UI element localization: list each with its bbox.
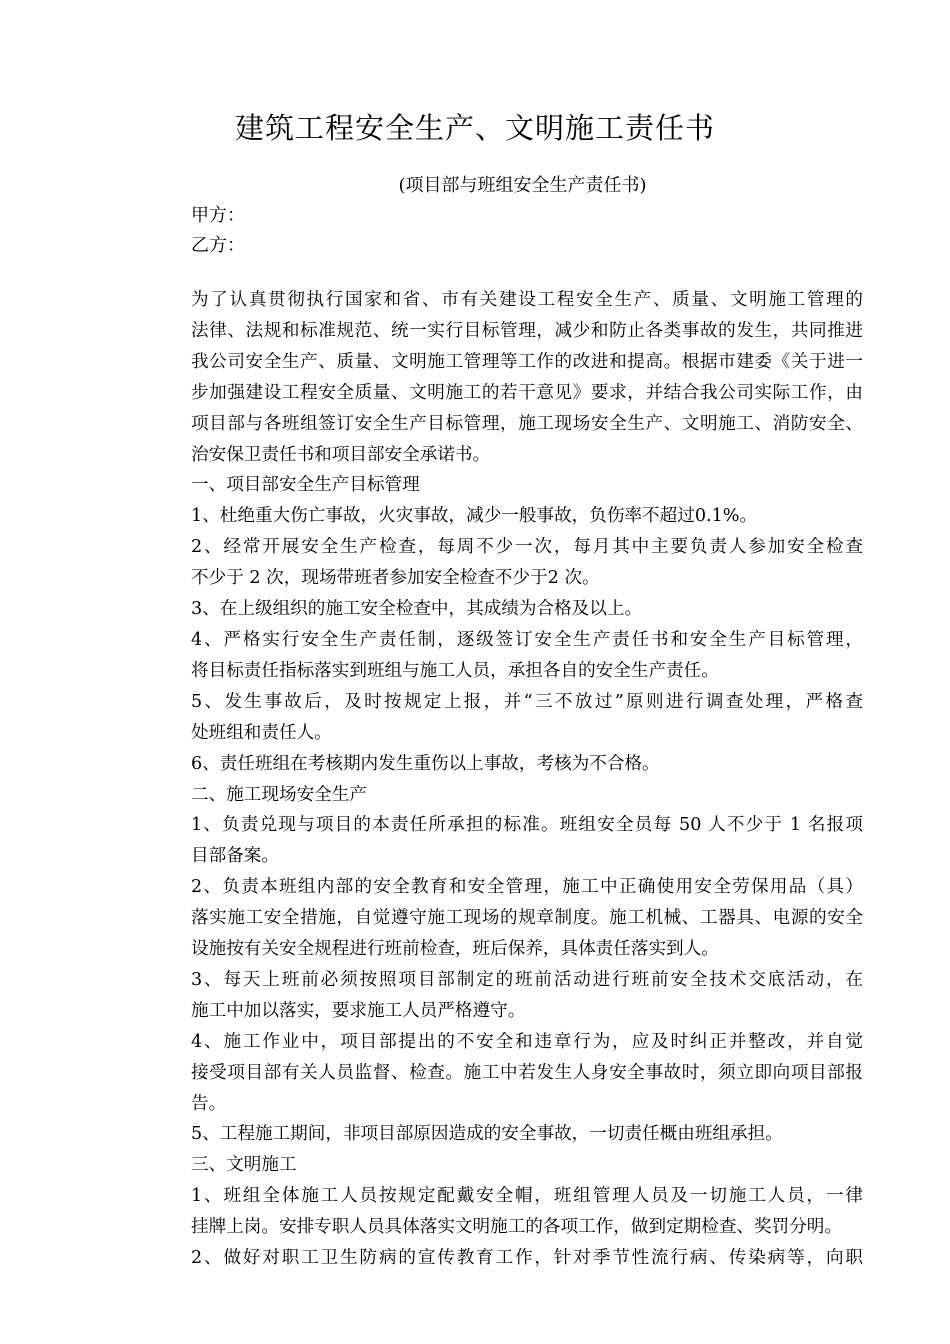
- document-title: 建筑工程安全生产、文明施工责任书: [234, 111, 715, 145]
- paragraph-line: 5、发生事故后，及时按规定上报，并“三不放过”原则进行调查处理，严格查: [191, 691, 863, 712]
- paragraph-line: 将目标责任指标落实到班组与施工人员，承担各自的安全生产责任。: [191, 660, 719, 681]
- paragraph-line: 3、每天上班前必须按照项目部制定的班前活动进行班前安全技术交底活动，在: [191, 969, 863, 990]
- paragraph-line: 不少于 2 次，现场带班者参加安全检查不少于2 次。: [191, 568, 600, 589]
- document-subtitle: (项目部与班组安全生产责任书): [398, 175, 647, 196]
- party-a-label: 甲方：: [191, 205, 245, 226]
- paragraph-line: 一、项目部安全生产目标管理: [191, 475, 420, 496]
- body-paragraph: [143, 780, 863, 811]
- paragraph-line: 法律、法规和标准规范、统一实行目标管理，减少和防止各类事故的发生，共同推进: [191, 320, 863, 341]
- paragraph-line: 步加强建设工程安全质量、文明施工的若干意见》要求，并结合我公司实际工作，由: [191, 382, 863, 403]
- paragraph-line: 二、施工现场安全生产: [191, 784, 367, 805]
- body-paragraph: [143, 1150, 863, 1181]
- paragraph-line: 4、施工作业中，项目部提出的不安全和违章行为，应及时纠正并整改，并自觉: [191, 1031, 863, 1052]
- body-paragraph: [143, 594, 863, 625]
- paragraph-line: 设施按有关安全规程进行班前检查，班后保养，具体责任落实到人。: [191, 939, 719, 960]
- body-paragraph: [143, 687, 863, 749]
- paragraph-line: 告。: [191, 1093, 227, 1114]
- paragraph-line: 挂牌上岗。安排专职人员具体落实文明施工的各项工作，做到定期检查、奖罚分明。: [191, 1217, 842, 1238]
- body-paragraph: [143, 810, 863, 872]
- body-paragraph: [143, 285, 863, 470]
- paragraph-line: 1、杜绝重大伤亡事故，火灾事故，减少一般事故，负伤率不超过0.1%。: [191, 506, 758, 527]
- body-paragraph: [143, 749, 863, 780]
- paragraph-line: 接受项目部有关人员监督、检查。施工中若发生人身安全事故时，须立即向项目部报: [191, 1062, 863, 1083]
- paragraph-line: 落实施工安全措施，自觉遵守施工现场的规章制度。施工机械、工器具、电源的安全: [191, 908, 863, 929]
- body-paragraph: [143, 1181, 863, 1243]
- party-b-label: 乙方：: [191, 235, 245, 256]
- paragraph-line: 项目部与各班组签订安全生产目标管理，施工现场安全生产、文明施工、消防安全、: [191, 413, 863, 434]
- paragraph-line: 2、负责本班组内部的安全教育和安全管理，施工中正确使用安全劳保用品（具）: [191, 877, 863, 898]
- body-paragraph: [143, 501, 863, 532]
- body-paragraph: [143, 1243, 863, 1274]
- body-paragraph: [143, 625, 863, 687]
- body-paragraph: [143, 470, 863, 501]
- document-body: [143, 285, 863, 1274]
- body-paragraph: [143, 1119, 863, 1150]
- paragraph-line: 目部备案。: [191, 846, 279, 867]
- paragraph-line: 2、经常开展安全生产检查，每周不少一次，每月其中主要负责人参加安全检查: [191, 537, 863, 558]
- paragraph-line: 6、责任班组在考核期内发生重伤以上事故，考核为不合格。: [191, 753, 660, 774]
- paragraph-line: 治安保卫责任书和项目部安全承诺书。: [191, 444, 491, 465]
- body-paragraph: [143, 872, 863, 965]
- paragraph-line: 为了认真贯彻执行国家和省、市有关建设工程安全生产、质量、文明施工管理的: [191, 290, 863, 310]
- paragraph-line: 1、班组全体施工人员按规定配戴安全帽，班组管理人员及一切施工人员，一律: [191, 1186, 863, 1207]
- paragraph-line: 处班组和责任人。: [191, 722, 332, 743]
- paragraph-line: 三、文明施工: [191, 1155, 297, 1176]
- paragraph-line: 1、负责兑现与项目的本责任所承担的标准。班组安全员每 50 人不少于 1 名报项: [191, 815, 863, 836]
- paragraph-line: 4、严格实行安全生产责任制，逐级签订安全生产责任书和安全生产目标管理，: [191, 629, 863, 650]
- paragraph-line: 施工中加以落实，要求施工人员严格遵守。: [191, 1000, 526, 1021]
- paragraph-line: 5、工程施工期间，非项目部原因造成的安全事故，一切责任概由班组承担。: [191, 1124, 783, 1145]
- paragraph-line: 3、在上级组织的施工安全检查中，其成绩为合格及以上。: [191, 599, 643, 620]
- paragraph-line: 2、做好对职工卫生防病的宣传教育工作，针对季节性流行病、传染病等，向职: [191, 1248, 863, 1269]
- body-paragraph: [143, 532, 863, 594]
- body-paragraph: [143, 1027, 863, 1120]
- paragraph-line: 我公司安全生产、质量、文明施工管理等工作的改进和提高。根据市建委《关于进一: [191, 351, 863, 372]
- body-paragraph: [143, 965, 863, 1027]
